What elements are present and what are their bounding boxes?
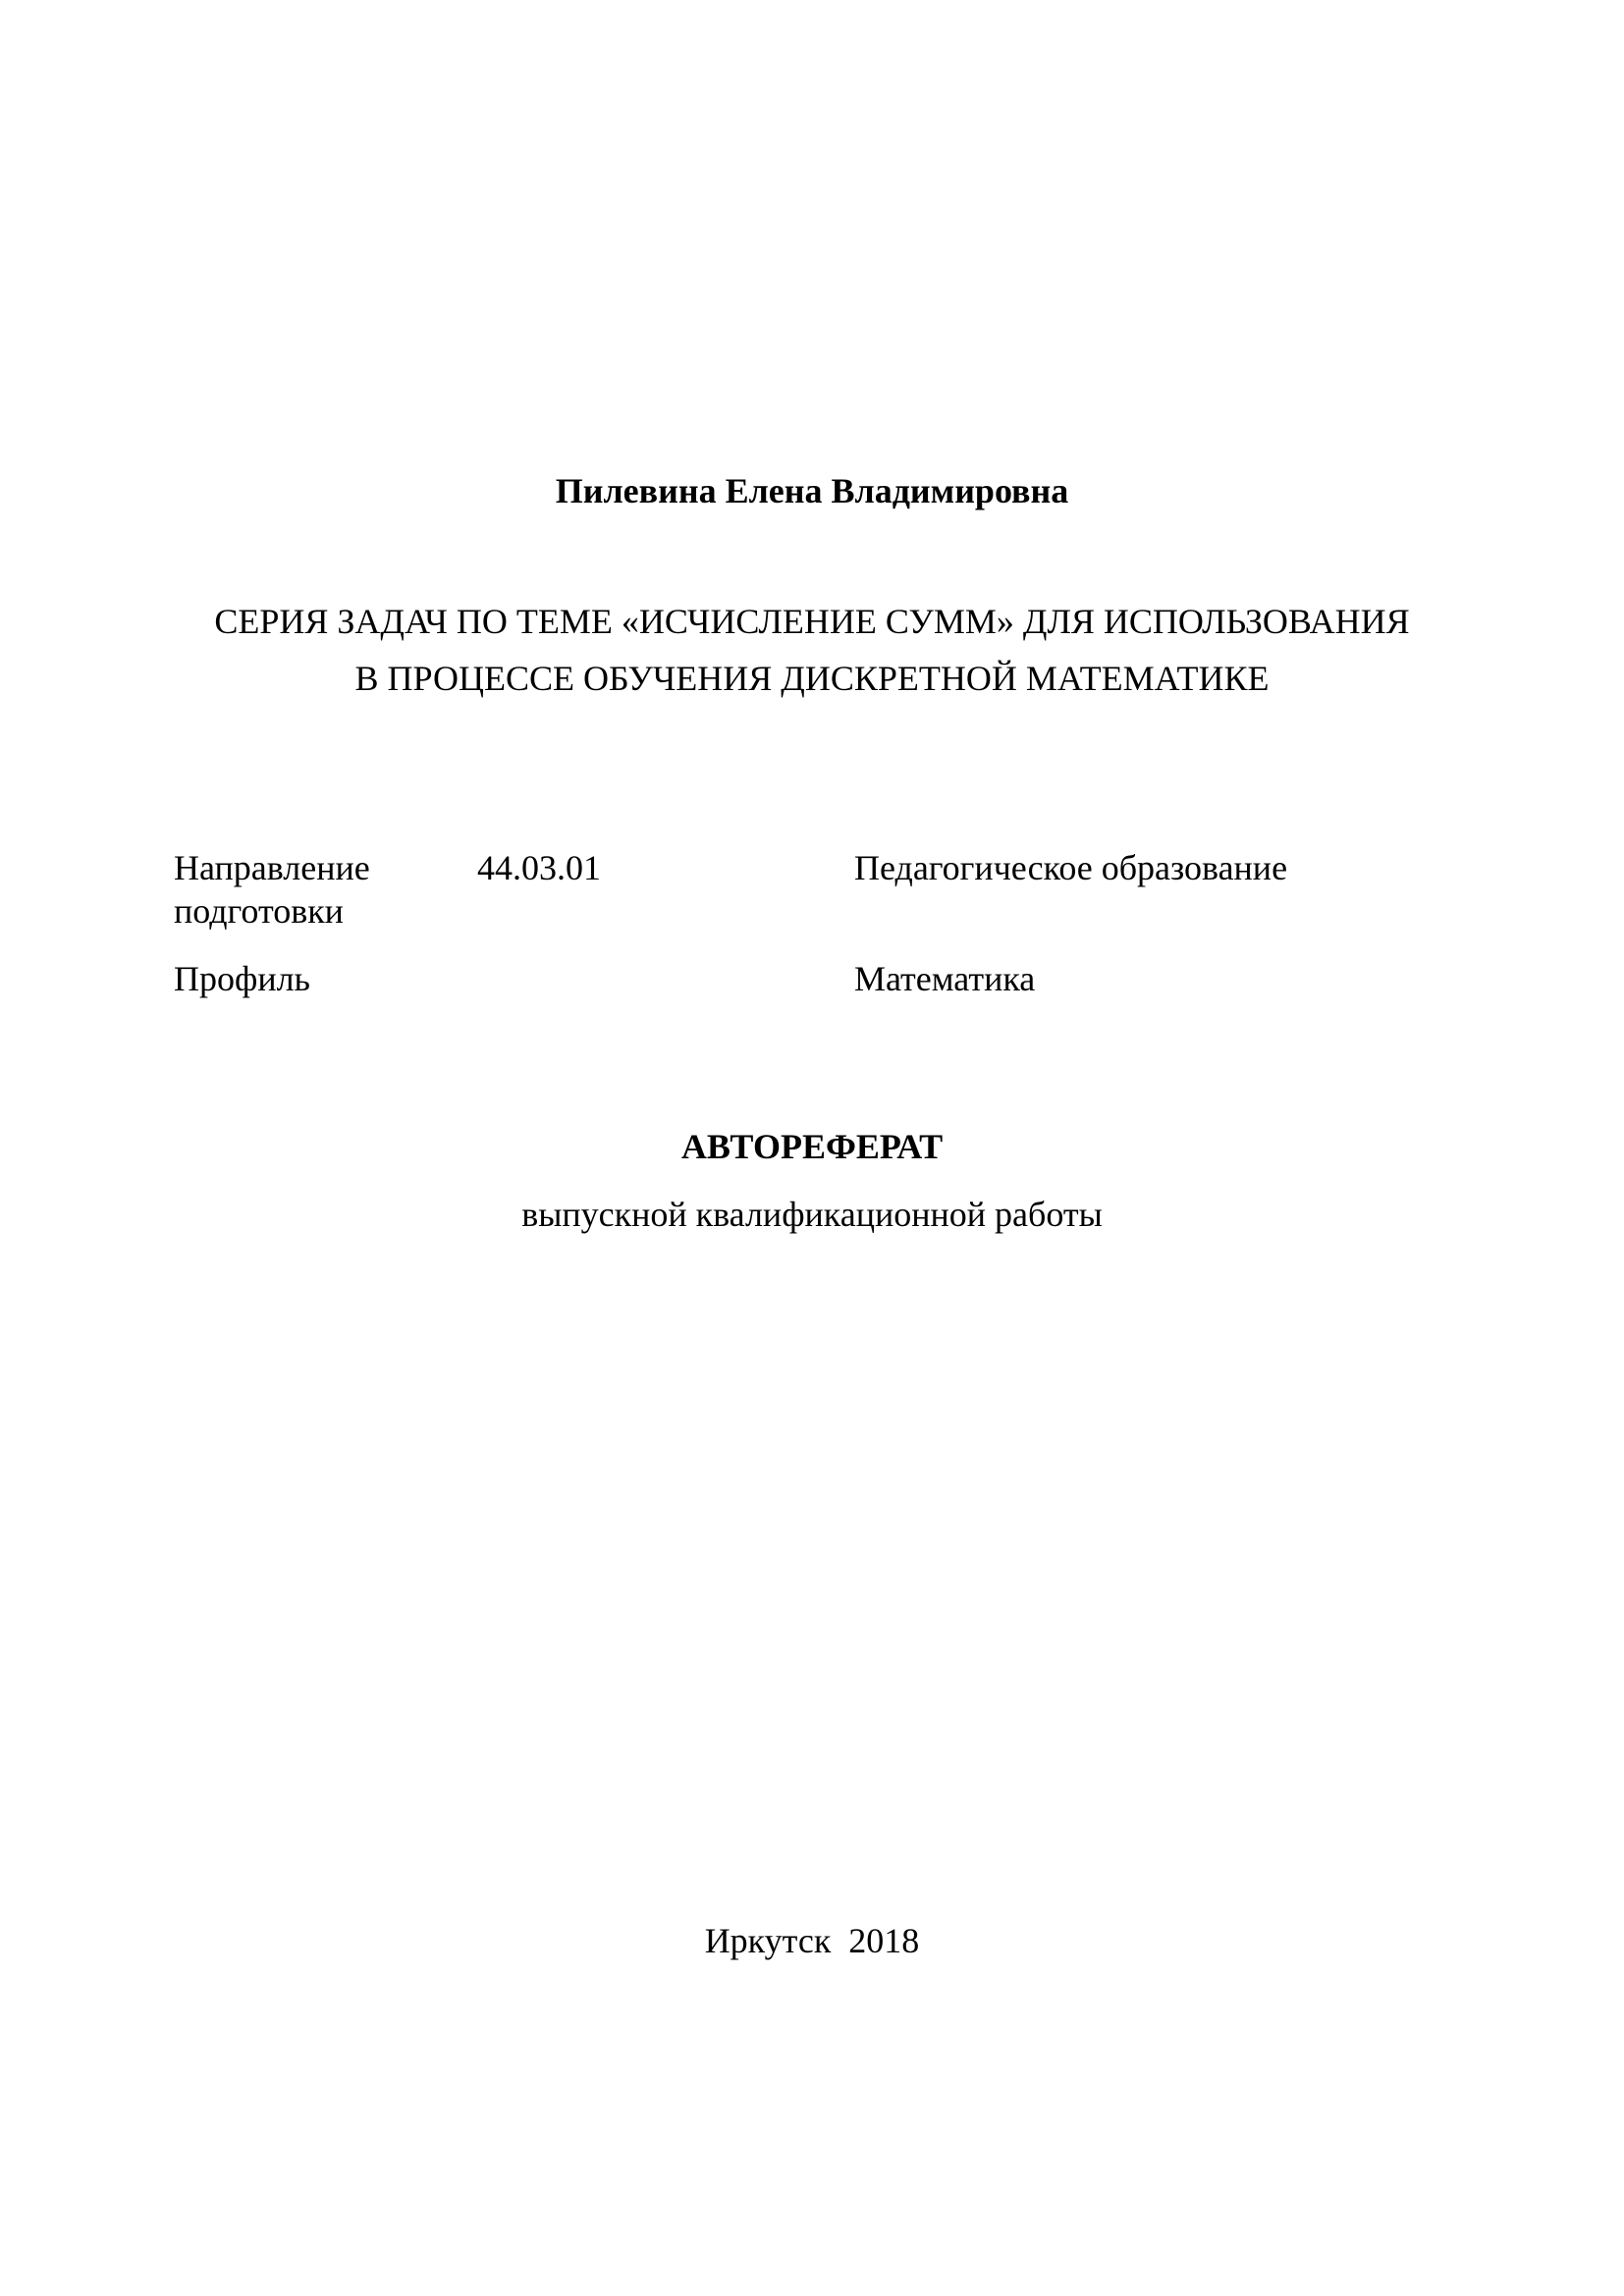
profile-label: Профиль	[174, 959, 310, 998]
thesis-title-line-1: СЕРИЯ ЗАДАЧ ПО ТЕМЕ «ИСЧИСЛЕНИЕ СУММ» ДЛЯ ИСПОЛЬЗОВАНИЯ	[214, 602, 1410, 641]
direction-label: Направление подготовки	[174, 848, 370, 931]
direction-label-cell	[174, 846, 477, 933]
thesis-title-line-2: В ПРОЦЕССЕ ОБУЧЕНИЯ ДИСКРЕТНОЙ МАТЕМАТИКЕ	[354, 659, 1270, 698]
document-subtype: выпускной квалификационной работы	[521, 1195, 1103, 1234]
profile-name: Математика	[854, 959, 1036, 998]
city-year: Иркутск 2018	[704, 1921, 920, 1960]
program-info	[174, 846, 1450, 1000]
direction-code: 44.03.01	[477, 848, 601, 887]
profile-code	[477, 957, 854, 1000]
direction-name: Педагогическое образование	[854, 848, 1288, 887]
document-type: АВТОРЕФЕРАТ	[680, 1127, 944, 1166]
author-name: Пилевина Елена Владимировна	[555, 471, 1069, 510]
thesis-title	[0, 593, 1624, 707]
